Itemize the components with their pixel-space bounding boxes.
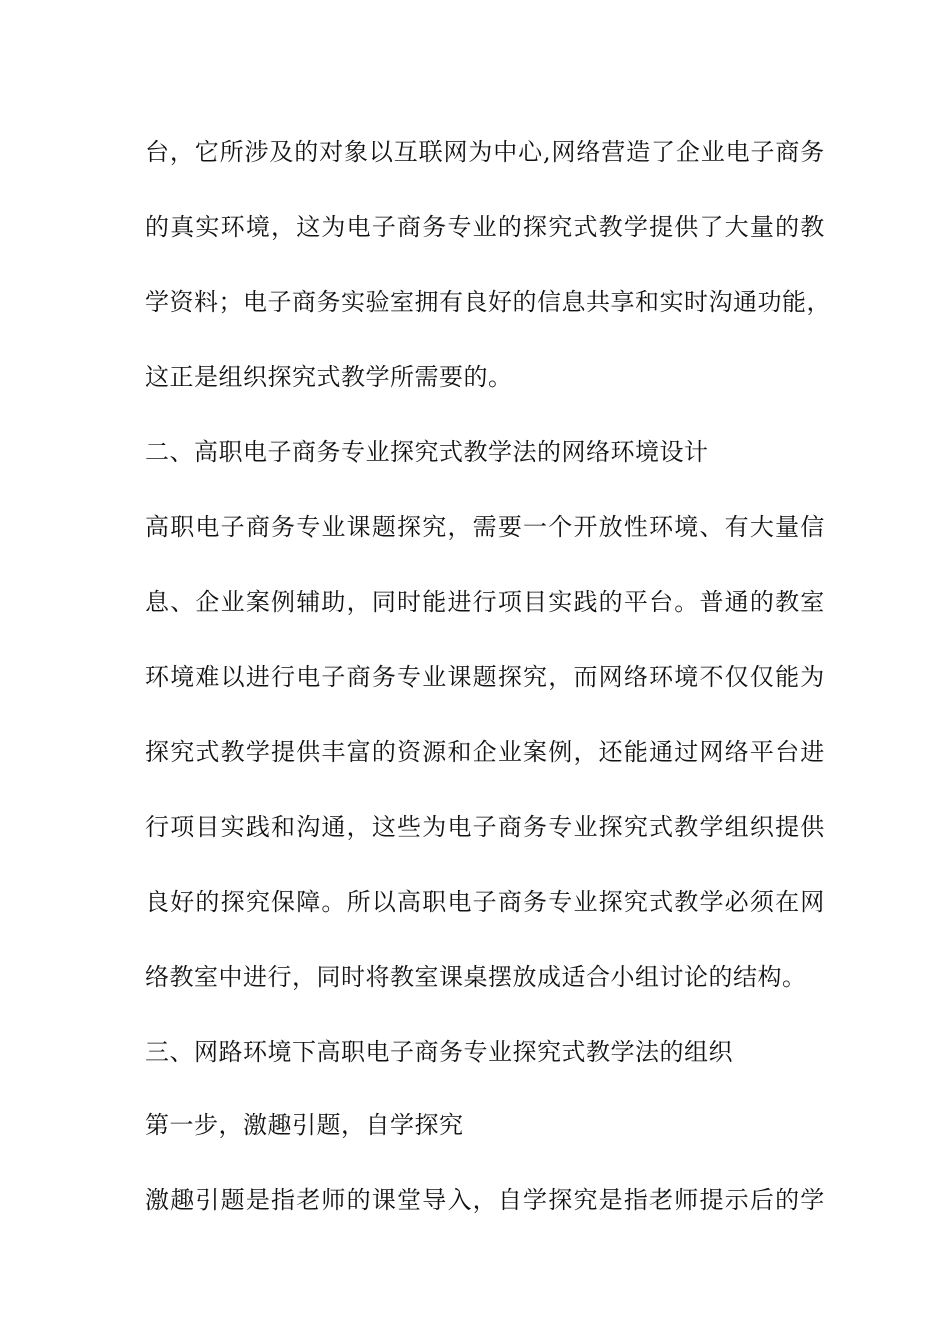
paragraph-line: 学 资 料 ； 电 子 商 务 实 验 室 拥 有 良 好 的 信 息 共 享 和 实 时 沟 通 功 能 ， bbox=[145, 288, 831, 316]
paragraph-line: 探 究 式 教 学 提 供 丰 富 的 资 源 和 企 业 案 例 ， 还 能 通 过 网 络 平 台 进 bbox=[145, 738, 825, 766]
paragraph-line: 良 好 的 探 究 保 障 。 所 以 高 职 电 子 商 务 专 业 探 究 式 教 学 必 须 在 网 bbox=[145, 888, 825, 916]
paragraph-line: 的 真 实 环 境 ， 这 为 电 子 商 务 专 业 的 探 究 式 教 学 提 供 了 大 量 的 教 bbox=[145, 213, 825, 241]
paragraph-line: 息 、 企 业 案 例 辅 助 ， 同 时 能 进 行 项 目 实 践 的 平 台 。 普 通 的 教 室 bbox=[145, 588, 825, 616]
section-heading: 二、高职电子商务专业探究式教学法的网络环境设计 bbox=[145, 438, 709, 466]
paragraph-line: 络教室中进行，同时将教室课桌摆放成适合小组讨论的结构。 bbox=[145, 963, 807, 991]
paragraph-line: 行 项 目 实 践 和 沟 通 ， 这 些 为 电 子 商 务 专 业 探 究 式 教 学 组 织 提 供 bbox=[145, 813, 825, 841]
paragraph-line: 环 境 难 以 进 行 电 子 商 务 专 业 课 题 探 究 ， 而 网 络 环 境 不 仅 仅 能 为 bbox=[145, 663, 825, 691]
paragraph-line: 这正是组织探究式教学所需要的。 bbox=[145, 363, 513, 391]
paragraph-line: 激 趣 引 题 是 指 老 师 的 课 堂 导 入 ， 自 学 探 究 是 指 老 师 提 示 后 的 学 bbox=[145, 1186, 825, 1214]
paragraph-line: 台 ， 它 所 涉 及 的 对 象 以 互 联 网 为 中 心 , 网 络 营 造 了 企 业 电 子 商 务 bbox=[145, 138, 825, 166]
section-heading: 三、网路环境下高职电子商务专业探究式教学法的组织 bbox=[145, 1038, 733, 1066]
paragraph-line: 高 职 电 子 商 务 专 业 课 题 探 究 ， 需 要 一 个 开 放 性 环 境 、 有 大 量 信 bbox=[145, 513, 825, 541]
subsection-heading: 第一步，激趣引题，自学探究 bbox=[145, 1111, 464, 1139]
